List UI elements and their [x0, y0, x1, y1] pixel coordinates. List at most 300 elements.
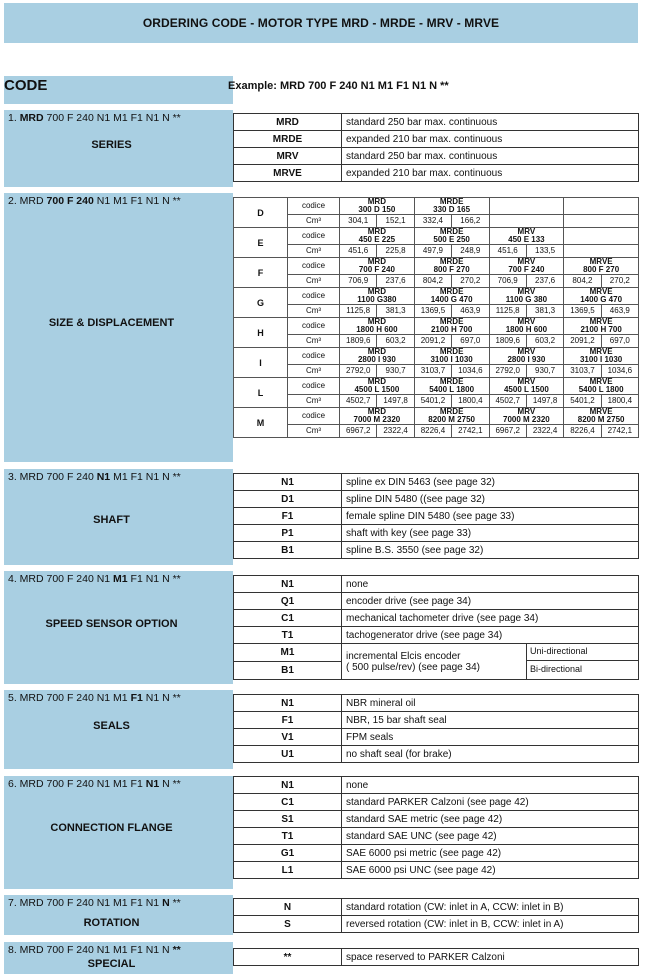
displacement-value: 4502,7 [489, 395, 526, 408]
rotation-label: ROTATION [83, 917, 140, 929]
codice-label: codice [288, 228, 340, 245]
size-row [234, 425, 639, 438]
model-series: MRVE [589, 257, 613, 266]
model-cell [564, 318, 639, 335]
model-series: MRD [367, 407, 386, 416]
model-series: MRDE [439, 197, 464, 206]
size-row [234, 198, 639, 215]
model-code: 450 E 225 [358, 235, 396, 244]
codice-label: codice [288, 288, 340, 305]
size-letter: H [234, 318, 288, 348]
displacement-value: 1809,6 [340, 335, 377, 348]
empty-cell [489, 215, 564, 228]
encoder-desc [342, 644, 526, 679]
rotation-row [234, 916, 639, 933]
model-cell [564, 378, 639, 395]
model-cell [564, 288, 639, 305]
model-series: MRD [367, 287, 386, 296]
series-row [234, 148, 639, 165]
series-row [234, 131, 639, 148]
model-series: MRVE [589, 407, 613, 416]
displacement-value: 603,2 [377, 335, 414, 348]
codice-label: codice [288, 318, 340, 335]
model-cell [489, 258, 564, 275]
model-series: MRD [367, 377, 386, 386]
size-table [233, 197, 639, 438]
flange-code: G1 [234, 845, 342, 862]
model-cell [414, 378, 489, 395]
shaft-label: SHAFT [93, 514, 130, 526]
displacement-value: 2322,4 [526, 425, 563, 438]
series-code: MRD [234, 114, 342, 131]
displacement-value: 225,8 [377, 245, 414, 258]
cm3-label: Cm³ [288, 335, 340, 348]
model-cell [414, 408, 489, 425]
displacement-value: 4502,7 [340, 395, 377, 408]
model-cell [489, 288, 564, 305]
special-panel [4, 942, 233, 974]
displacement-value: 804,2 [414, 275, 451, 288]
displacement-value: 5401,2 [564, 395, 601, 408]
model-series: MRV [517, 287, 536, 296]
model-cell [414, 348, 489, 365]
model-code: 4500 L 1500 [354, 385, 400, 394]
model-cell [564, 408, 639, 425]
displacement-value: 697,0 [452, 335, 489, 348]
model-cell [489, 318, 564, 335]
model-code: 1400 G 470 [580, 295, 623, 304]
displacement-value: 166,2 [452, 215, 489, 228]
uni-directional-label: Uni-directional [527, 644, 638, 661]
model-series: MRDE [439, 407, 464, 416]
model-code: 8200 M 2750 [577, 415, 625, 424]
series-desc: expanded 210 bar max. continuous [342, 131, 639, 148]
model-code: 7000 M 2320 [503, 415, 550, 424]
flange-label: CONNECTION FLANGE [50, 822, 173, 834]
speed-row [234, 576, 639, 593]
size-row [234, 275, 639, 288]
shaft-table [233, 473, 639, 559]
rotation-desc: reversed rotation (CW: inlet in B, CCW: inlet in A) [342, 916, 639, 933]
series-row [234, 165, 639, 182]
flange-code: N1 [234, 777, 342, 794]
shaft-row [234, 474, 639, 491]
seals-code: N1 [234, 695, 342, 712]
size-row [234, 395, 639, 408]
model-series: MRVE [589, 377, 613, 386]
series-desc: standard 250 bar max. continuous [342, 148, 639, 165]
bi-directional-label: Bi-directional [530, 664, 583, 674]
model-code: 800 F 270 [433, 265, 470, 274]
displacement-value: 2792,0 [489, 365, 526, 378]
size-row [234, 288, 639, 305]
size-title: 2. MRD 700 F 240 N1 M1 F1 N1 N ** [8, 195, 181, 207]
rotation-title: 7. MRD 700 F 240 N1 M1 F1 N1 N ** [8, 897, 181, 909]
speed-row [234, 644, 639, 662]
model-code: 1100 G380 [357, 295, 397, 304]
cm3-label: Cm³ [288, 305, 340, 318]
rotation-row [234, 899, 639, 916]
seals-table [233, 694, 639, 763]
displacement-value: 804,2 [564, 275, 601, 288]
empty-cell [564, 198, 639, 215]
model-series: MRDE [439, 377, 464, 386]
displacement-value: 1800,4 [601, 395, 638, 408]
displacement-value: 697,0 [601, 335, 638, 348]
speed-desc: none [342, 576, 639, 593]
shaft-code: N1 [234, 474, 342, 491]
displacement-value: 497,9 [414, 245, 451, 258]
speed-title: 4. MRD 700 F 240 N1 M1 F1 N1 N ** [8, 573, 181, 585]
model-code: 500 E 250 [433, 235, 470, 244]
rotation-code: N [234, 899, 342, 916]
displacement-value: 1497,8 [526, 395, 563, 408]
displacement-value: 1034,6 [452, 365, 489, 378]
flange-desc: standard SAE metric (see page 42) [342, 811, 639, 828]
special-code: ** [234, 949, 342, 966]
size-row [234, 228, 639, 245]
displacement-value: 8226,4 [564, 425, 601, 438]
special-label: SPECIAL [87, 958, 136, 970]
flange-title: 6. MRD 700 F 240 N1 M1 F1 N1 N ** [8, 778, 181, 790]
seals-code: V1 [234, 729, 342, 746]
flange-code: L1 [234, 862, 342, 879]
displacement-value: 3103,7 [564, 365, 601, 378]
displacement-value: 1369,5 [564, 305, 601, 318]
model-code: 4500 L 1500 [503, 385, 549, 394]
model-code: 1800 H 600 [505, 325, 548, 334]
rotation-desc: standard rotation (CW: inlet in A, CCW: inlet in B) [342, 899, 639, 916]
rotation-code: S [234, 916, 342, 933]
codice-label: codice [288, 198, 340, 215]
model-cell [340, 348, 415, 365]
empty-cell [564, 245, 639, 258]
speed-code: T1 [234, 627, 342, 644]
model-series: MRD [367, 197, 386, 206]
displacement-value: 603,2 [526, 335, 563, 348]
special-desc: space reserved to PARKER Calzoni [342, 949, 639, 966]
size-letter: L [234, 378, 288, 408]
displacement-value: 1125,8 [340, 305, 377, 318]
cm3-label: Cm³ [288, 425, 340, 438]
flange-code: C1 [234, 794, 342, 811]
displacement-value: 706,9 [489, 275, 526, 288]
displacement-value: 2322,4 [377, 425, 414, 438]
model-series: MRV [517, 407, 536, 416]
series-row [234, 114, 639, 131]
encoder-direction [526, 644, 638, 679]
size-letter: E [234, 228, 288, 258]
code-heading [4, 76, 233, 104]
special-title: 8. MRD 700 F 240 N1 M1 F1 N1 N ** [8, 944, 181, 956]
model-series: MRDE [439, 347, 464, 356]
shaft-desc: spline B.S. 3550 (see page 32) [342, 542, 639, 559]
displacement-value: 6967,2 [340, 425, 377, 438]
displacement-value: 930,7 [526, 365, 563, 378]
series-title: 1. MRD 700 F 240 N1 M1 F1 N1 N ** [8, 112, 181, 124]
seals-panel [4, 690, 233, 769]
cm3-label: Cm³ [288, 245, 340, 258]
speed-panel [4, 571, 233, 684]
model-series: MRD [367, 347, 386, 356]
model-series: MRD [367, 257, 386, 266]
flange-row [234, 862, 639, 879]
model-code: 2800 I 930 [357, 355, 396, 364]
displacement-value: 1497,8 [377, 395, 414, 408]
displacement-value: 8226,4 [414, 425, 451, 438]
model-code: 5400 L 1800 [578, 385, 624, 394]
displacement-value: 381,3 [377, 305, 414, 318]
model-code: 5400 L 1800 [429, 385, 475, 394]
model-code: 800 F 270 [583, 265, 620, 274]
seals-desc: NBR mineral oil [342, 695, 639, 712]
size-letter: D [234, 198, 288, 228]
series-code: MRDE [234, 131, 342, 148]
displacement-value: 1125,8 [489, 305, 526, 318]
model-cell [340, 318, 415, 335]
flange-desc: SAE 6000 psi metric (see page 42) [342, 845, 639, 862]
flange-desc: SAE 6000 psi UNC (see page 42) [342, 862, 639, 879]
displacement-value: 5401,2 [414, 395, 451, 408]
seals-title: 5. MRD 700 F 240 N1 M1 F1 N1 N ** [8, 692, 181, 704]
seals-row [234, 695, 639, 712]
flange-row [234, 777, 639, 794]
shaft-desc: female spline DIN 5480 (see page 33) [342, 508, 639, 525]
model-code: 2100 H 700 [580, 325, 622, 334]
displacement-value: 930,7 [377, 365, 414, 378]
model-series: MRDE [439, 317, 464, 326]
displacement-value: 270,2 [452, 275, 489, 288]
flange-row [234, 811, 639, 828]
size-letter: I [234, 348, 288, 378]
seals-desc: no shaft seal (for brake) [342, 746, 639, 763]
flange-desc: none [342, 777, 639, 794]
flange-code: S1 [234, 811, 342, 828]
speed-row [234, 610, 639, 627]
shaft-desc: spline DIN 5480 ((see page 32) [342, 491, 639, 508]
codice-label: codice [288, 258, 340, 275]
size-panel [4, 193, 233, 462]
model-cell [414, 228, 489, 245]
displacement-value: 3103,7 [414, 365, 451, 378]
size-label: SIZE & DISPLACEMENT [48, 317, 175, 329]
codice-label: codice [288, 408, 340, 425]
cm3-label: Cm³ [288, 395, 340, 408]
model-code: 1100 G 380 [505, 295, 548, 304]
model-cell [414, 288, 489, 305]
displacement-value: 6967,2 [489, 425, 526, 438]
displacement-value: 1800,4 [452, 395, 489, 408]
shaft-code: D1 [234, 491, 342, 508]
size-letter: G [234, 288, 288, 318]
model-cell [489, 378, 564, 395]
code-label: CODE [4, 77, 48, 94]
seals-label: SEALS [93, 720, 130, 732]
flange-table [233, 776, 639, 879]
speed-code: M1 [234, 644, 342, 662]
model-code: 8200 M 2750 [428, 415, 475, 424]
model-cell [340, 198, 415, 215]
flange-desc: standard SAE UNC (see page 42) [342, 828, 639, 845]
flange-panel [4, 776, 233, 889]
shaft-panel [4, 469, 233, 565]
displacement-value: 2742,1 [601, 425, 638, 438]
model-code: 330 D 165 [433, 205, 471, 214]
displacement-value: 706,9 [340, 275, 377, 288]
size-row [234, 378, 639, 395]
series-code: MRVE [234, 165, 342, 182]
model-cell [489, 408, 564, 425]
model-code: 1800 H 600 [356, 325, 398, 334]
model-series: MRVE [589, 317, 613, 326]
shaft-code: P1 [234, 525, 342, 542]
model-code: 450 E 133 [508, 235, 545, 244]
model-cell [564, 258, 639, 275]
codice-label: codice [288, 378, 340, 395]
size-row [234, 318, 639, 335]
displacement-value: 133,5 [526, 245, 563, 258]
model-code: 3100 I 1030 [579, 355, 623, 364]
series-label: SERIES [91, 139, 132, 151]
flange-desc: standard PARKER Calzoni (see page 42) [342, 794, 639, 811]
model-series: MRD [367, 317, 386, 326]
shaft-row [234, 508, 639, 525]
empty-cell [564, 215, 639, 228]
speed-code: C1 [234, 610, 342, 627]
speed-row [234, 627, 639, 644]
series-desc: standard 250 bar max. continuous [342, 114, 639, 131]
speed-code: N1 [234, 576, 342, 593]
model-cell [340, 228, 415, 245]
size-letter: F [234, 258, 288, 288]
displacement-value: 451,6 [489, 245, 526, 258]
series-code: MRV [234, 148, 342, 165]
encoder-desc-line1: incremental Elcis encoder [346, 650, 461, 662]
page-header [4, 3, 638, 43]
size-row [234, 408, 639, 425]
model-code: 1400 G 470 [430, 295, 473, 304]
flange-row [234, 828, 639, 845]
shaft-desc: shaft with key (see page 33) [342, 525, 639, 542]
speed-label: SPEED SENSOR OPTION [45, 618, 178, 630]
model-code: 700 F 240 [508, 265, 545, 274]
displacement-value: 237,6 [526, 275, 563, 288]
flange-row [234, 845, 639, 862]
model-code: 2100 H 700 [430, 325, 473, 334]
displacement-value: 451,6 [340, 245, 377, 258]
shaft-title: 3. MRD 700 F 240 N1 M1 F1 N1 N ** [8, 471, 181, 483]
cm3-label: Cm³ [288, 275, 340, 288]
model-cell [340, 258, 415, 275]
seals-row [234, 746, 639, 763]
model-cell [414, 198, 489, 215]
encoder-desc-line2: ( 500 pulse/rev) (see page 34) [346, 661, 480, 673]
shaft-desc: spline ex DIN 5463 (see page 32) [342, 474, 639, 491]
displacement-value: 2742,1 [452, 425, 489, 438]
model-series: MRDE [439, 227, 464, 236]
speed-desc: mechanical tachometer drive (see page 34) [342, 610, 639, 627]
rotation-table [233, 898, 639, 933]
seals-code: F1 [234, 712, 342, 729]
displacement-value: 2792,0 [340, 365, 377, 378]
displacement-value: 1034,6 [601, 365, 638, 378]
speed-desc: encoder drive (see page 34) [342, 593, 639, 610]
model-code: 300 D 150 [358, 205, 396, 214]
size-letter: M [234, 408, 288, 438]
displacement-value: 332,4 [414, 215, 451, 228]
seals-desc: FPM seals [342, 729, 639, 746]
model-cell [340, 288, 415, 305]
model-code: 700 F 240 [358, 265, 395, 274]
model-series: MRV [517, 347, 536, 356]
codice-label: codice [288, 348, 340, 365]
shaft-code: F1 [234, 508, 342, 525]
model-series: MRV [517, 317, 536, 326]
displacement-value: 2091,2 [564, 335, 601, 348]
displacement-value: 248,9 [452, 245, 489, 258]
model-series: MRDE [439, 257, 464, 266]
cm3-label: Cm³ [288, 215, 340, 228]
speed-row [234, 593, 639, 610]
model-series: MRVE [589, 347, 613, 356]
page-title: ORDERING CODE - MOTOR TYPE MRD - MRDE - MRV - MRVE [142, 16, 500, 30]
size-row [234, 245, 639, 258]
model-code: 2800 I 930 [507, 355, 546, 364]
seals-desc: NBR, 15 bar shaft seal [342, 712, 639, 729]
model-cell [489, 228, 564, 245]
size-row [234, 335, 639, 348]
displacement-value: 1809,6 [489, 335, 526, 348]
size-row [234, 348, 639, 365]
model-series: MRV [517, 257, 536, 266]
displacement-value: 2091,2 [414, 335, 451, 348]
model-series: MRDE [439, 287, 464, 296]
special-table [233, 948, 639, 966]
size-row [234, 365, 639, 378]
empty-cell [489, 198, 564, 215]
series-table [233, 113, 639, 182]
speed-code: Q1 [234, 593, 342, 610]
model-code: 3100 I 1030 [430, 355, 473, 364]
model-series: MRVE [589, 287, 613, 296]
flange-row [234, 794, 639, 811]
model-cell [414, 258, 489, 275]
displacement-value: 381,3 [526, 305, 563, 318]
cm3-label: Cm³ [288, 365, 340, 378]
shaft-code: B1 [234, 542, 342, 559]
displacement-value: 463,9 [452, 305, 489, 318]
rotation-panel [4, 895, 233, 935]
displacement-value: 237,6 [377, 275, 414, 288]
size-row [234, 305, 639, 318]
displacement-value: 1369,5 [414, 305, 451, 318]
model-code: 7000 M 2320 [353, 415, 401, 424]
size-row [234, 215, 639, 228]
model-series: MRV [517, 377, 536, 386]
model-series: MRD [367, 227, 386, 236]
model-cell [340, 378, 415, 395]
model-cell [340, 408, 415, 425]
seals-code: U1 [234, 746, 342, 763]
displacement-value: 463,9 [601, 305, 638, 318]
model-cell [564, 348, 639, 365]
seals-row [234, 712, 639, 729]
shaft-row [234, 542, 639, 559]
model-series: MRV [517, 227, 536, 236]
speed-desc [342, 644, 639, 680]
size-row [234, 258, 639, 275]
empty-cell [564, 228, 639, 245]
